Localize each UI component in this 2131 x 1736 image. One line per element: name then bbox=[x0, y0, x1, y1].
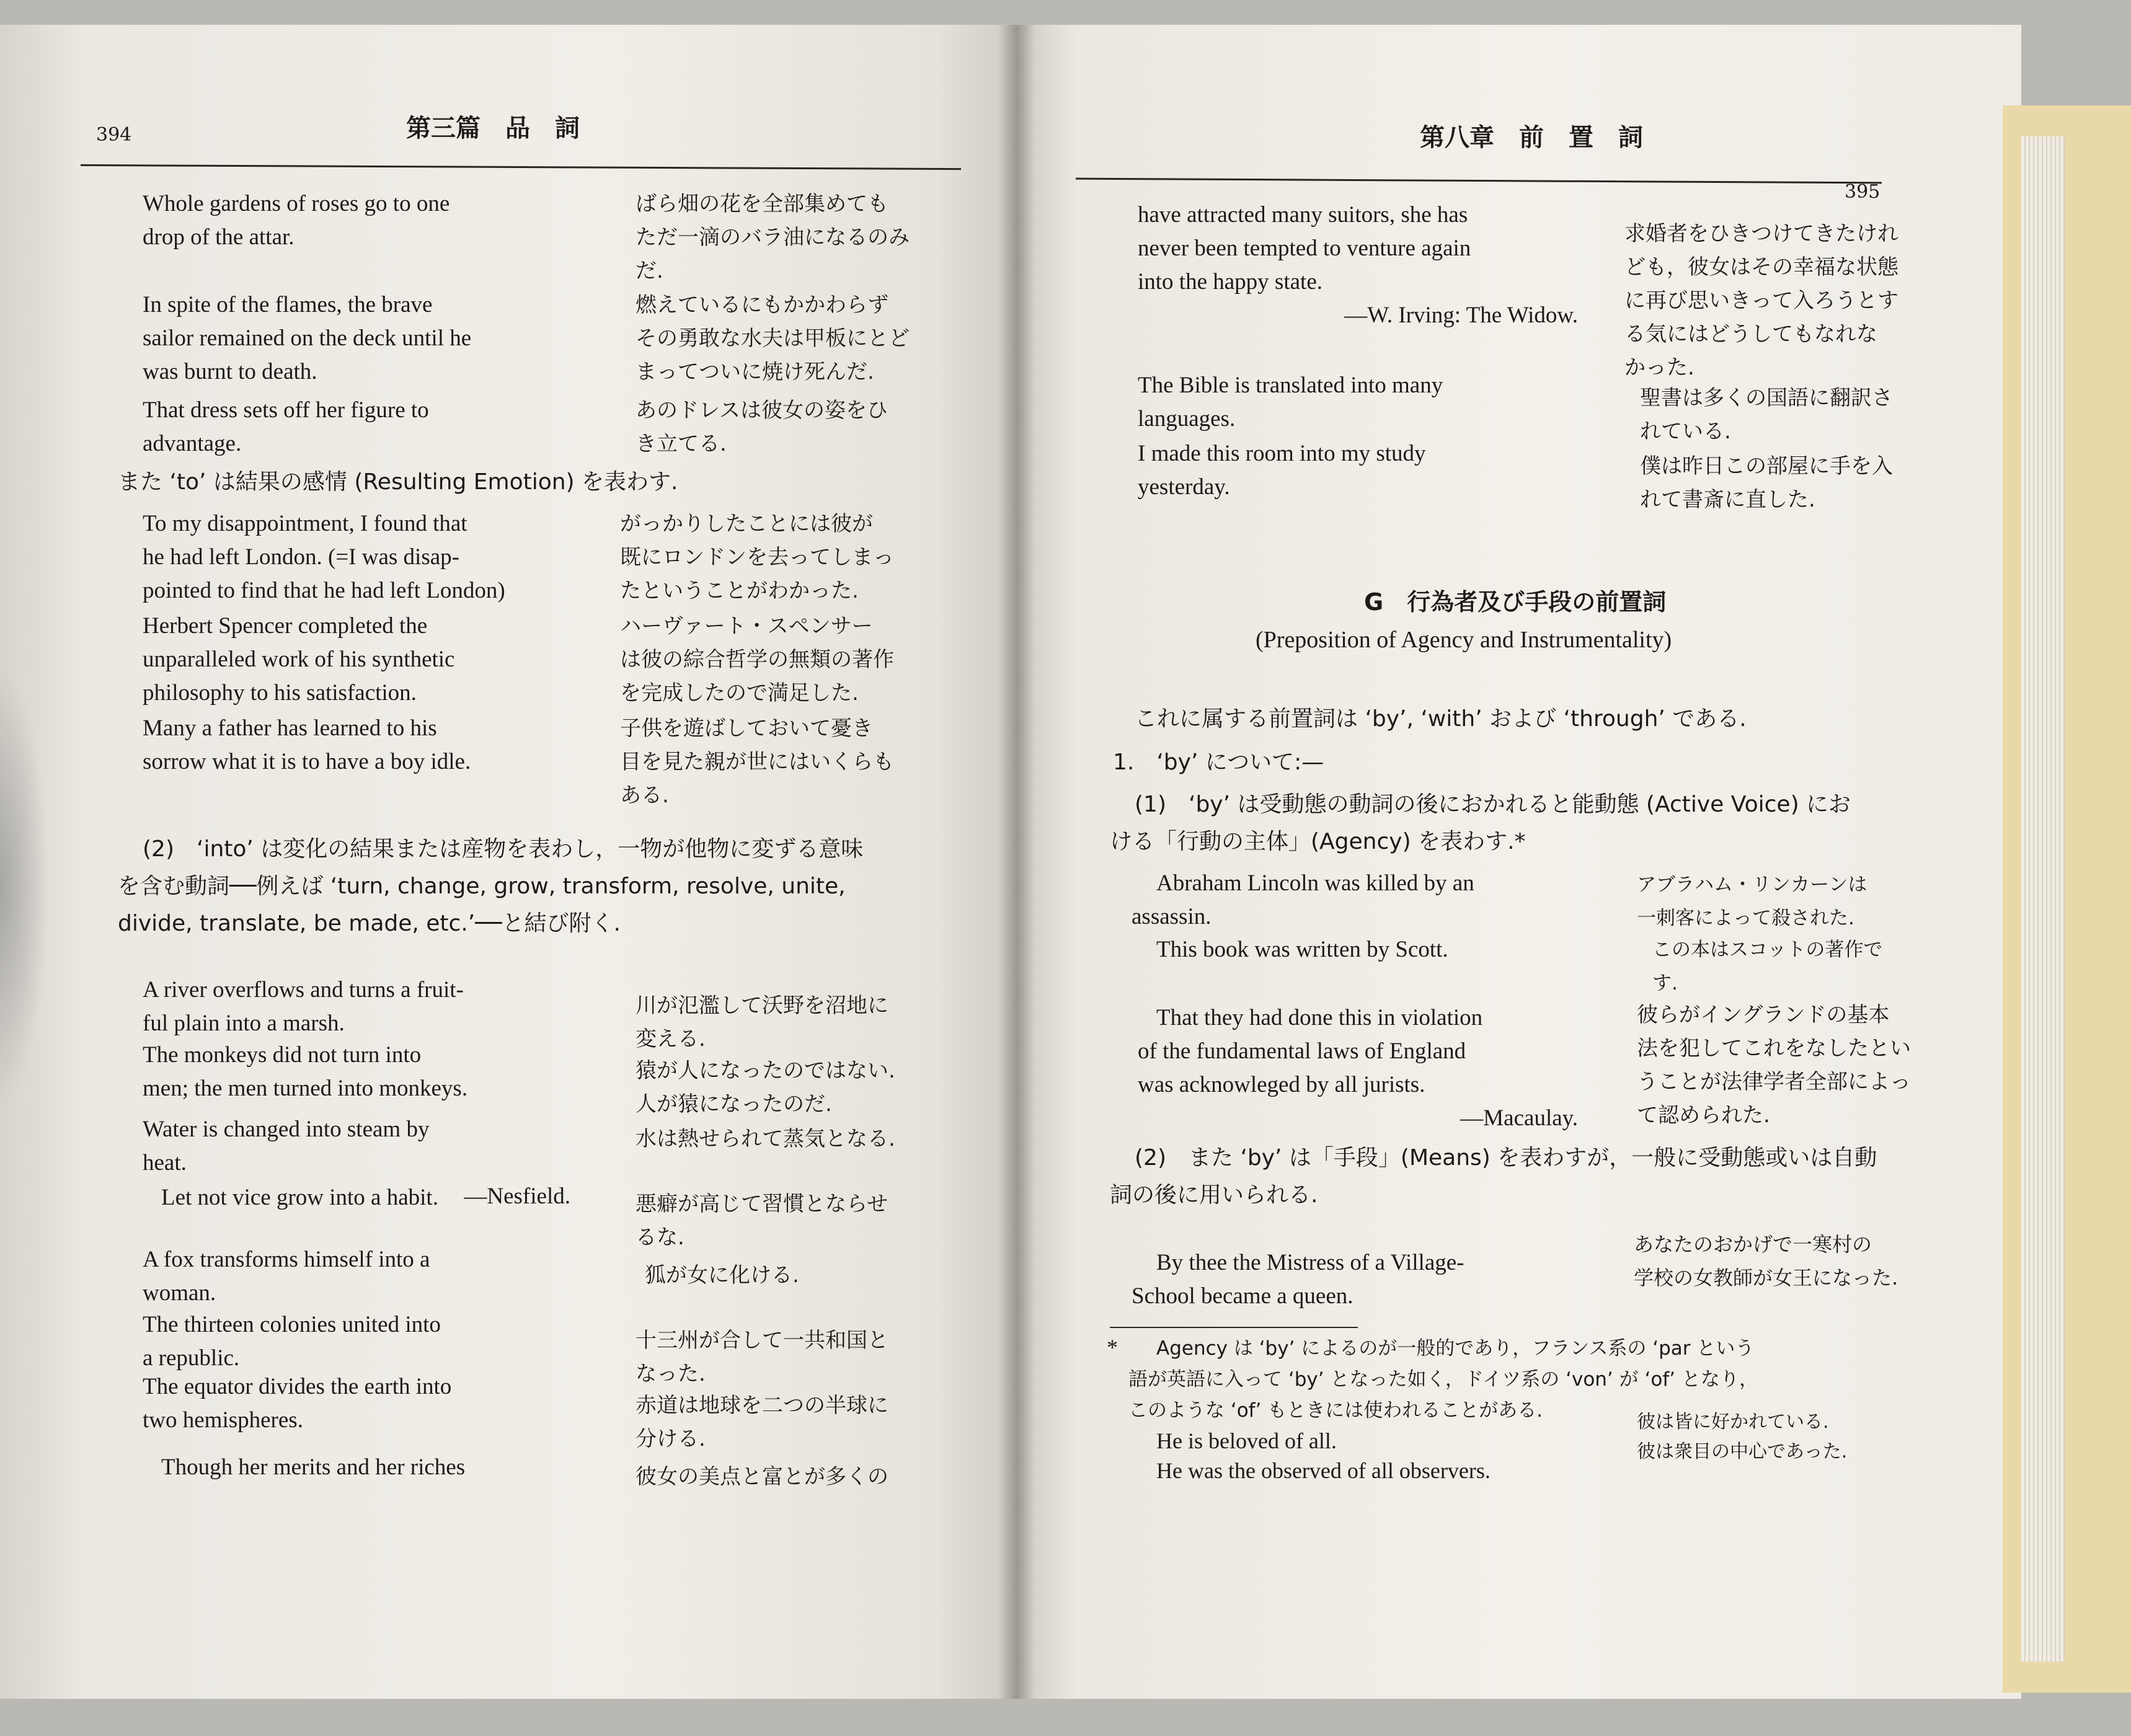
left-example-jp: 狐が女に化ける. bbox=[645, 1263, 799, 1288]
right-example-en: Abraham Lincoln was killed by an assassin. bbox=[1132, 870, 1474, 929]
footnote-rule bbox=[1110, 1327, 1358, 1328]
by-paragraph-1: (1) ‘by’ は受動態の動詞の後におかれると能動態 (Active Voice) にお ける「行動の主体」(Agency) を表わす.* bbox=[1110, 792, 1851, 854]
footnote-examples-en: He is beloved of all. He was the observed of all observers. bbox=[1156, 1428, 1491, 1483]
left-example-jp: 燃えているにもかかわらず その勇敢な水夫は甲板にとど まってついに焼け死んだ. bbox=[636, 293, 910, 384]
left-example-en: Water is changed into steam by heat. —Nesfield. bbox=[143, 1113, 570, 1213]
section-heading: G 行為者及び手段の前置詞 bbox=[1364, 588, 1667, 616]
right-example-jp: アブラハム・リンカーンは 一刺客によって殺された. bbox=[1637, 874, 1867, 929]
left-running-head: 第三篇 品 詞 bbox=[406, 113, 580, 143]
right-example-en: have attracted many suitors, she has never been tempted to venture again into the happy state. —W. Irving: The Widow. bbox=[1138, 198, 1578, 332]
by-paragraph-2: (2) また ‘by’ は「手段」(Means) を表わすが，一般に受動態或いは自動 詞の後に用いられる. bbox=[1110, 1145, 1877, 1208]
right-example-en: This book was written by Scott. bbox=[1156, 937, 1448, 962]
right-example-jp: 求婚者をひきつけてきたけれ ども，彼女はその幸福な状態 に再び思いきって入ろうとす る気にはどうしてもなれな かった. bbox=[1624, 221, 1898, 380]
left-example-en: In spite of the flames, the brave sailor remained on the deck until he was burnt to death. bbox=[143, 292, 472, 384]
left-example-en: Whole gardens of roses go to one drop of the attar. bbox=[143, 191, 450, 250]
right-example-en: By thee the Mistress of a Village- School became a queen. bbox=[1132, 1250, 1464, 1309]
section-subtitle: (Preposition of Agency and Instrumentality) bbox=[1256, 627, 1672, 653]
right-running-head: 第八章 前 置 詞 bbox=[1420, 123, 1643, 152]
source-irving: —W. Irving: The Widow. bbox=[1344, 303, 1578, 328]
right-example-jp: この本はスコットの著作で す. bbox=[1652, 939, 1883, 994]
left-example-jp: 十三州が合して一共和国と なった. bbox=[636, 1328, 888, 1386]
resulting-emotion-line: また ‘to’ は結果の感情 (Resulting Emotion) を表わす. bbox=[118, 469, 678, 495]
intro-line: これに属する前置詞は ‘by’, ‘with’ および ‘through’ である. bbox=[1135, 706, 1747, 732]
left-example-en: Herbert Spencer completed the unparalleled work of his synthetic philosophy to his satisfaction. bbox=[143, 613, 455, 706]
left-example-jp: ばら畑の花を全部集めても ただ一滴のバラ油になるのみ だ. bbox=[636, 192, 910, 283]
left-example-en: The monkeys did not turn into men; the men turned into monkeys. bbox=[143, 1042, 468, 1101]
left-example-en: That dress sets off her figure to advantage. bbox=[143, 397, 429, 456]
right-example-jp: 僕は昨日この部屋に手を入 れて書斎に直した. bbox=[1640, 454, 1893, 512]
hand-shadow bbox=[0, 670, 50, 1104]
right-example-jp: 聖書は多くの国語に翻訳さ れている. bbox=[1640, 386, 1893, 444]
footnote-text: Agency は ‘by’ によるのが一般的であり，フランス系の ‘par という 語が英語に入って ‘by’ となった如く，ドイツ系の ‘von’ が ‘of’ となり， このような ‘of’ もときには使われることがある. bbox=[1128, 1337, 1758, 1422]
footnote-marker: * bbox=[1107, 1335, 1118, 1360]
right-example-en: I made this room into my study yesterday. bbox=[1138, 441, 1426, 500]
right-example-en: That they had done this in violation of the fundamental laws of England was acknowleged by all jurists. —Macaulay. bbox=[1138, 1001, 1578, 1135]
left-example-en: Though her merits and her riches bbox=[161, 1455, 466, 1480]
left-example-en: To my disappointment, I found that he had left London. (=I was disap- pointed to find that he had left London) bbox=[143, 511, 505, 603]
right-example-jp: 彼らがイングランドの基本 法を犯してこれをなしたとい うことが法律学者全部によっ て認められた. bbox=[1637, 1003, 1911, 1128]
source-macaulay: —Macaulay. bbox=[1460, 1105, 1578, 1131]
left-example-en: Let not vice grow into a habit. bbox=[161, 1185, 438, 1210]
left-example-en: Many a father has learned to his sorrow what it is to have a boy idle. bbox=[143, 715, 471, 774]
left-example-jp: 水は熱せられて蒸気となる. bbox=[636, 1127, 895, 1151]
right-page-number: 395 bbox=[1845, 181, 1881, 203]
right-example-jp: あなたのおかげで一寒村の 学校の女教師が女王になった. bbox=[1634, 1233, 1898, 1290]
into-paragraph: (2) ‘into’ は変化の結果または産物を表わし，一物が他物に変ずる意味 を含む動詞──例えば ‘turn, change, grow, transform, resolve, unite, divide, translate, be made, etc.’──と結び附く. bbox=[118, 836, 864, 936]
left-example-jp: ハーヴァート・スペンサー は彼の綜合哲学の無類の著作 を完成したので満足した. bbox=[620, 614, 894, 706]
left-example-jp: 彼女の美点と富とが多くの bbox=[636, 1464, 888, 1489]
left-example-jp: 猿が人になったのではない. 人が猿になったのだ. bbox=[636, 1058, 895, 1117]
source-nesfield: —Nesfield. bbox=[464, 1184, 570, 1209]
page-edges bbox=[2021, 136, 2065, 1662]
left-example-jp: 赤道は地球を二つの半球に 分ける. bbox=[636, 1393, 888, 1451]
left-page-number: 394 bbox=[96, 124, 132, 146]
left-example-jp: あのドレスは彼女の姿をひ き立てる. bbox=[636, 398, 888, 456]
left-example-en: The thirteen colonies united into a republic. bbox=[143, 1312, 441, 1371]
right-example-en: The Bible is translated into many languages. bbox=[1138, 373, 1443, 432]
left-example-jp: 川が氾濫して沃野を沼地に 変える. bbox=[636, 993, 888, 1052]
book-gutter bbox=[998, 25, 1035, 1699]
left-example-jp: 子供を遊ばしておいて憂き 目を見た親が世にはいくらも ある. bbox=[620, 716, 894, 808]
item-1-heading: 1. ‘by’ について:— bbox=[1113, 750, 1324, 775]
left-example-jp: がっかりしたことには彼が 既にロンドンを去ってしまっ たということがわかった. bbox=[620, 512, 894, 603]
left-example-jp: 悪癖が高じて習慣とならせ るな. bbox=[636, 1192, 888, 1250]
left-example-en: A river overflows and turns a fruit- ful plain into a marsh. bbox=[143, 977, 464, 1036]
left-example-en: A fox transforms himself into a woman. bbox=[143, 1247, 430, 1306]
left-example-en: The equator divides the earth into two hemispheres. bbox=[143, 1374, 452, 1433]
footnote-examples-jp: 彼は皆に好かれている. 彼は衆目の中心であった. bbox=[1637, 1411, 1848, 1463]
